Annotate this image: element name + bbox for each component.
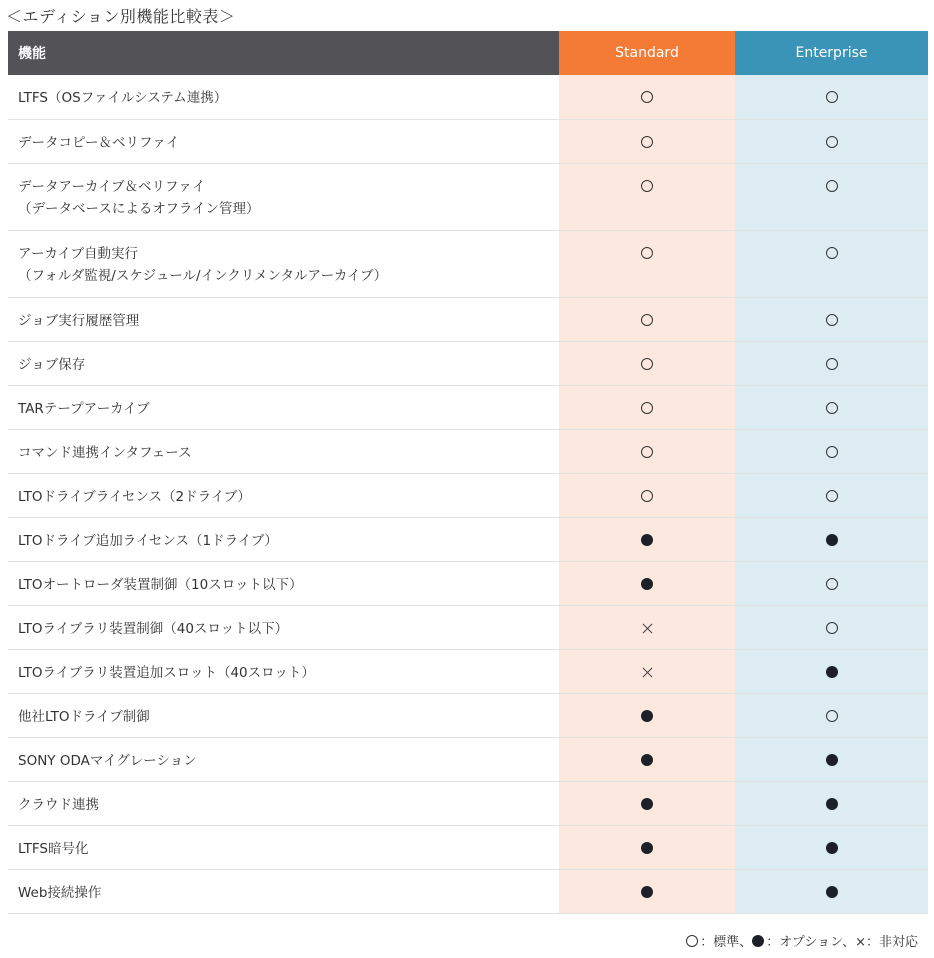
standard-support-cell (559, 605, 735, 649)
enterprise-support-cell (735, 230, 928, 297)
table-header-row (8, 31, 928, 75)
table-row (8, 737, 928, 781)
standard-circle-icon (641, 180, 653, 192)
table-row (8, 693, 928, 737)
feature-name: 他社LTOドライブ制御 (18, 708, 150, 725)
standard-circle-icon (826, 358, 838, 370)
feature-cell (8, 869, 559, 913)
option-filled-circle-icon (641, 886, 653, 898)
table-row (8, 297, 928, 341)
standard-support-cell (559, 341, 735, 385)
legend-option-label: ：オプション、 (766, 935, 856, 950)
standard-circle-icon (826, 314, 838, 326)
standard-circle-icon (641, 358, 653, 370)
feature-cell (8, 737, 559, 781)
feature-name: LTOライブラリ装置制御（40スロット以下） (18, 620, 289, 637)
table-body (8, 75, 928, 913)
standard-support-cell (559, 385, 735, 429)
feature-cell (8, 297, 559, 341)
enterprise-support-cell (735, 825, 928, 869)
standard-circle-icon (826, 490, 838, 502)
enterprise-support-cell (735, 561, 928, 605)
feature-name: LTOドライブ追加ライセンス（1ドライブ） (18, 532, 278, 549)
standard-support-cell (559, 163, 735, 230)
feature-name: LTOオートローダ装置制御（10スロット以下） (18, 576, 303, 593)
feature-cell (8, 561, 559, 605)
standard-circle-icon (641, 136, 653, 148)
enterprise-support-cell (735, 297, 928, 341)
standard-support-cell (559, 297, 735, 341)
option-filled-circle-icon (641, 842, 653, 854)
enterprise-support-cell (735, 869, 928, 913)
table-row (8, 163, 928, 230)
table-row (8, 825, 928, 869)
standard-circle-icon (826, 91, 838, 103)
standard-support-cell (559, 561, 735, 605)
feature-name: ジョブ保存 (18, 356, 86, 373)
column-header-standard: Standard (559, 31, 735, 75)
enterprise-support-cell (735, 429, 928, 473)
feature-name: LTFS（OSファイルシステム連携） (18, 90, 228, 106)
standard-support-cell (559, 825, 735, 869)
feature-cell (8, 75, 559, 119)
standard-circle-icon (826, 247, 838, 259)
enterprise-support-cell (735, 473, 928, 517)
feature-cell (8, 429, 559, 473)
table-row (8, 385, 928, 429)
standard-circle-icon (826, 710, 838, 722)
enterprise-support-cell (735, 649, 928, 693)
table-row (8, 75, 928, 119)
standard-circle-icon (826, 446, 838, 458)
legend-unsupported-label: ×：非対応 (855, 935, 918, 950)
option-filled-circle-icon (826, 534, 838, 546)
feature-name: ジョブ実行履歴管理 (18, 312, 140, 329)
standard-circle-icon (826, 622, 838, 634)
table-row (8, 649, 928, 693)
standard-support-cell (559, 781, 735, 825)
standard-support-cell (559, 737, 735, 781)
option-filled-circle-icon (826, 886, 838, 898)
feature-name: クラウド連携 (18, 796, 99, 813)
standard-support-cell (559, 473, 735, 517)
feature-cell (8, 473, 559, 517)
legend-standard-label: ：標準、 (700, 935, 753, 950)
feature-name: TARテープアーカイブ (18, 400, 150, 417)
standard-circle-icon (641, 314, 653, 326)
feature-cell (8, 605, 559, 649)
enterprise-support-cell (735, 781, 928, 825)
standard-circle-icon (826, 180, 838, 192)
standard-circle-icon (641, 402, 653, 414)
feature-cell (8, 649, 559, 693)
feature-cell (8, 341, 559, 385)
standard-circle-icon (641, 247, 653, 259)
option-filled-circle-icon (752, 935, 764, 947)
standard-circle-icon (826, 578, 838, 590)
standard-circle-icon (826, 136, 838, 148)
table-row (8, 561, 928, 605)
feature-cell (8, 693, 559, 737)
feature-name: LTFS暗号化 (18, 840, 89, 857)
unsupported-cross-icon (642, 623, 653, 634)
option-filled-circle-icon (641, 534, 653, 546)
standard-circle-icon (826, 402, 838, 414)
feature-cell (8, 230, 559, 297)
option-filled-circle-icon (826, 842, 838, 854)
enterprise-support-cell (735, 119, 928, 163)
option-filled-circle-icon (641, 710, 653, 722)
enterprise-support-cell (735, 605, 928, 649)
standard-circle-icon (641, 490, 653, 502)
option-filled-circle-icon (826, 754, 838, 766)
column-header-enterprise: Enterprise (735, 31, 928, 75)
table-row (8, 605, 928, 649)
feature-name: データアーカイブ＆ベリファイ (18, 178, 206, 195)
feature-name: データコピー＆ベリファイ (18, 134, 180, 151)
enterprise-support-cell (735, 693, 928, 737)
feature-name: LTOドライブライセンス（2ドライブ） (18, 488, 251, 505)
standard-circle-icon (641, 446, 653, 458)
option-filled-circle-icon (641, 754, 653, 766)
standard-support-cell (559, 230, 735, 297)
table-row (8, 869, 928, 913)
table-row (8, 473, 928, 517)
option-filled-circle-icon (641, 798, 653, 810)
feature-cell (8, 517, 559, 561)
table-row (8, 119, 928, 163)
feature-note: （フォルダ監視/スケジュール/インクリメンタルアーカイブ） (18, 267, 388, 284)
standard-circle-icon (686, 935, 698, 947)
table-row (8, 781, 928, 825)
enterprise-support-cell (735, 737, 928, 781)
enterprise-support-cell (735, 75, 928, 119)
feature-name: LTOライブラリ装置追加スロット（40スロット） (18, 664, 315, 681)
standard-support-cell (559, 693, 735, 737)
standard-support-cell (559, 75, 735, 119)
column-header-feature: 機能 (8, 31, 559, 75)
enterprise-support-cell (735, 517, 928, 561)
standard-circle-icon (641, 91, 653, 103)
feature-cell (8, 825, 559, 869)
standard-support-cell (559, 119, 735, 163)
table-caption: ＜エディション別機能比較表＞ (6, 7, 236, 26)
table-row (8, 429, 928, 473)
table-row (8, 517, 928, 561)
table-row (8, 230, 928, 297)
feature-cell (8, 781, 559, 825)
standard-support-cell (559, 869, 735, 913)
standard-support-cell (559, 649, 735, 693)
option-filled-circle-icon (826, 798, 838, 810)
feature-cell (8, 119, 559, 163)
feature-cell (8, 163, 559, 230)
unsupported-cross-icon (642, 667, 653, 678)
feature-name: アーカイブ自動実行 (18, 245, 139, 262)
feature-name: SONY ODAマイグレーション (18, 752, 197, 769)
standard-support-cell (559, 517, 735, 561)
feature-note: （データベースによるオフライン管理） (18, 200, 260, 217)
enterprise-support-cell (735, 163, 928, 230)
feature-name: Web接続操作 (18, 884, 102, 901)
feature-name: コマンド連携インタフェース (18, 444, 192, 461)
legend (686, 931, 918, 950)
option-filled-circle-icon (826, 666, 838, 678)
enterprise-support-cell (735, 385, 928, 429)
enterprise-support-cell (735, 341, 928, 385)
table-row (8, 341, 928, 385)
edition-comparison-table (8, 31, 928, 914)
standard-support-cell (559, 429, 735, 473)
option-filled-circle-icon (641, 578, 653, 590)
feature-cell (8, 385, 559, 429)
